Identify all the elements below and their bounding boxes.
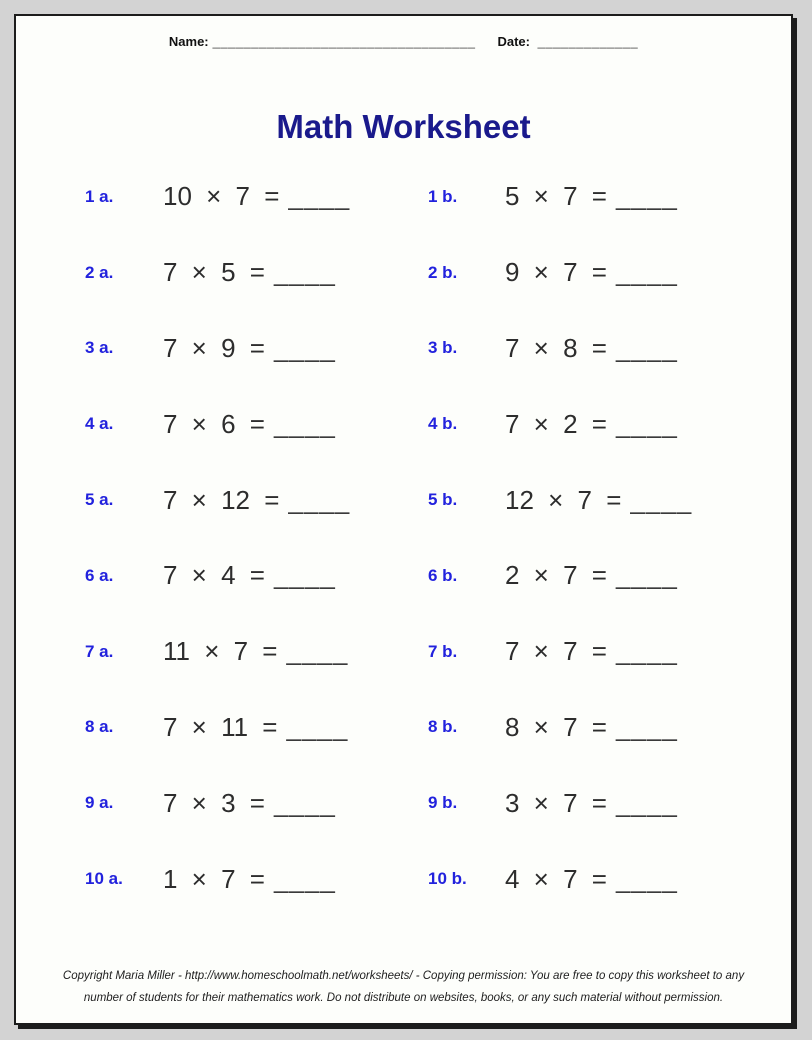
- answer-blank: ____: [286, 711, 349, 742]
- problem-expression-text: 7 × 7 =: [505, 636, 607, 667]
- name-blank-line: __________________________________: [212, 34, 476, 49]
- name-label: Name:: [168, 34, 209, 49]
- problem-expression-text: 2 × 7 =: [505, 560, 607, 591]
- problem-label: 8 b.: [428, 717, 458, 737]
- problem-expression: [505, 788, 781, 819]
- problem-expression-text: 4 × 7 =: [505, 863, 607, 894]
- problem-label: 7 b.: [428, 641, 458, 661]
- worksheet-page: [14, 14, 793, 1025]
- answer-blank: ____: [615, 560, 678, 591]
- copyright-line-1: Copyright Maria Miller - http://www.homeschoolmath.net/worksheets/ - Copying permission: You are free to copy this worksheet to any: [62, 970, 745, 982]
- answer-blank: ____: [615, 636, 678, 667]
- problem-expression-text: 1 × 7 =: [163, 863, 265, 894]
- problem-expression-text: 7 × 2 =: [505, 408, 607, 439]
- problem-row: [85, 159, 781, 235]
- problem-row: [85, 311, 781, 387]
- problem-row: [85, 614, 781, 690]
- problems-grid: [85, 159, 781, 917]
- problem-row: [85, 235, 781, 311]
- problem-expression-text: 8 × 7 =: [505, 711, 607, 742]
- problem-row: [85, 841, 781, 917]
- problem-expression-text: 7 × 12 =: [163, 484, 280, 515]
- problem-label: 1 b.: [428, 186, 458, 206]
- problem-expression-text: 7 × 5 =: [163, 257, 265, 288]
- answer-blank: ____: [273, 408, 336, 439]
- problem-expression-text: 9 × 7 =: [505, 257, 607, 288]
- problem-label: 3 a.: [85, 338, 114, 358]
- problem-label: 5 a.: [85, 490, 114, 510]
- problem-expression: [163, 257, 428, 288]
- problem-expression-text: 5 × 7 =: [505, 181, 607, 212]
- problem-expression: [505, 712, 781, 743]
- problem-row: [85, 765, 781, 841]
- problem-expression: [163, 560, 428, 591]
- answer-blank: ____: [615, 787, 678, 818]
- answer-blank: ____: [615, 711, 678, 742]
- problem-expression: [163, 333, 428, 364]
- problem-label: 6 a.: [85, 565, 114, 585]
- problem-expression: [163, 409, 428, 440]
- problem-label: 2 a.: [85, 262, 114, 282]
- page-title: Math Worksheet: [276, 108, 531, 145]
- problem-expression: [163, 636, 428, 667]
- problem-label: 1 a.: [85, 186, 114, 206]
- problem-expression-text: 11 × 7 =: [163, 636, 278, 667]
- problem-expression: [505, 181, 781, 212]
- answer-blank: ____: [615, 332, 678, 363]
- problem-expression: [505, 257, 781, 288]
- answer-blank: ____: [288, 181, 351, 212]
- problem-expression: [163, 485, 428, 516]
- date-label: Date:: [497, 34, 530, 49]
- problem-expression: [505, 485, 781, 516]
- problem-expression-text: 10 × 7 =: [163, 181, 280, 212]
- problem-expression: [163, 712, 428, 743]
- problem-expression-text: 7 × 4 =: [163, 560, 265, 591]
- problem-expression-text: 7 × 3 =: [163, 787, 265, 818]
- date-group: [497, 34, 638, 49]
- copyright-footer: [16, 965, 791, 1009]
- answer-blank: ____: [615, 863, 678, 894]
- problem-expression: [505, 560, 781, 591]
- answer-blank: ____: [288, 484, 351, 515]
- problem-expression: [163, 181, 428, 212]
- problem-label: 7 a.: [85, 641, 114, 661]
- problem-label: 2 b.: [428, 262, 458, 282]
- problem-label: 8 a.: [85, 717, 114, 737]
- problem-expression: [163, 864, 428, 895]
- answer-blank: ____: [615, 408, 678, 439]
- answer-blank: ____: [273, 787, 336, 818]
- problem-label: 3 b.: [428, 338, 458, 358]
- answer-blank: ____: [286, 636, 349, 667]
- problem-expression: [505, 333, 781, 364]
- answer-blank: ____: [615, 181, 678, 212]
- problem-expression-text: 3 × 7 =: [505, 787, 607, 818]
- problem-expression-text: 12 × 7 =: [505, 484, 622, 515]
- problem-label: 5 b.: [428, 490, 458, 510]
- copyright-line-2: number of students for their mathematics work. Do not distribute on websites, books, or any such material without permission.: [83, 992, 724, 1004]
- problem-row: [85, 690, 781, 766]
- problem-label: 9 a.: [85, 793, 114, 813]
- problem-row: [85, 538, 781, 614]
- problem-label: 6 b.: [428, 565, 458, 585]
- problem-expression-text: 7 × 9 =: [163, 332, 265, 363]
- problem-label: 10 a.: [85, 869, 123, 889]
- name-date-header: [16, 34, 791, 49]
- problem-label: 4 b.: [428, 414, 458, 434]
- problem-expression: [505, 864, 781, 895]
- answer-blank: ____: [273, 257, 336, 288]
- problem-label: 9 b.: [428, 793, 458, 813]
- answer-blank: ____: [273, 863, 336, 894]
- answer-blank: ____: [615, 257, 678, 288]
- answer-blank: ____: [630, 484, 693, 515]
- problem-expression-text: 7 × 6 =: [163, 408, 265, 439]
- problem-expression: [505, 409, 781, 440]
- date-blank-line: _____________: [537, 34, 639, 49]
- problem-expression: [163, 788, 428, 819]
- problem-label: 4 a.: [85, 414, 114, 434]
- problem-expression-text: 7 × 11 =: [163, 711, 278, 742]
- answer-blank: ____: [273, 560, 336, 591]
- problem-expression-text: 7 × 8 =: [505, 332, 607, 363]
- problem-row: [85, 386, 781, 462]
- problem-row: [85, 462, 781, 538]
- answer-blank: ____: [273, 332, 336, 363]
- problem-expression: [505, 636, 781, 667]
- problem-label: 10 b.: [428, 869, 467, 889]
